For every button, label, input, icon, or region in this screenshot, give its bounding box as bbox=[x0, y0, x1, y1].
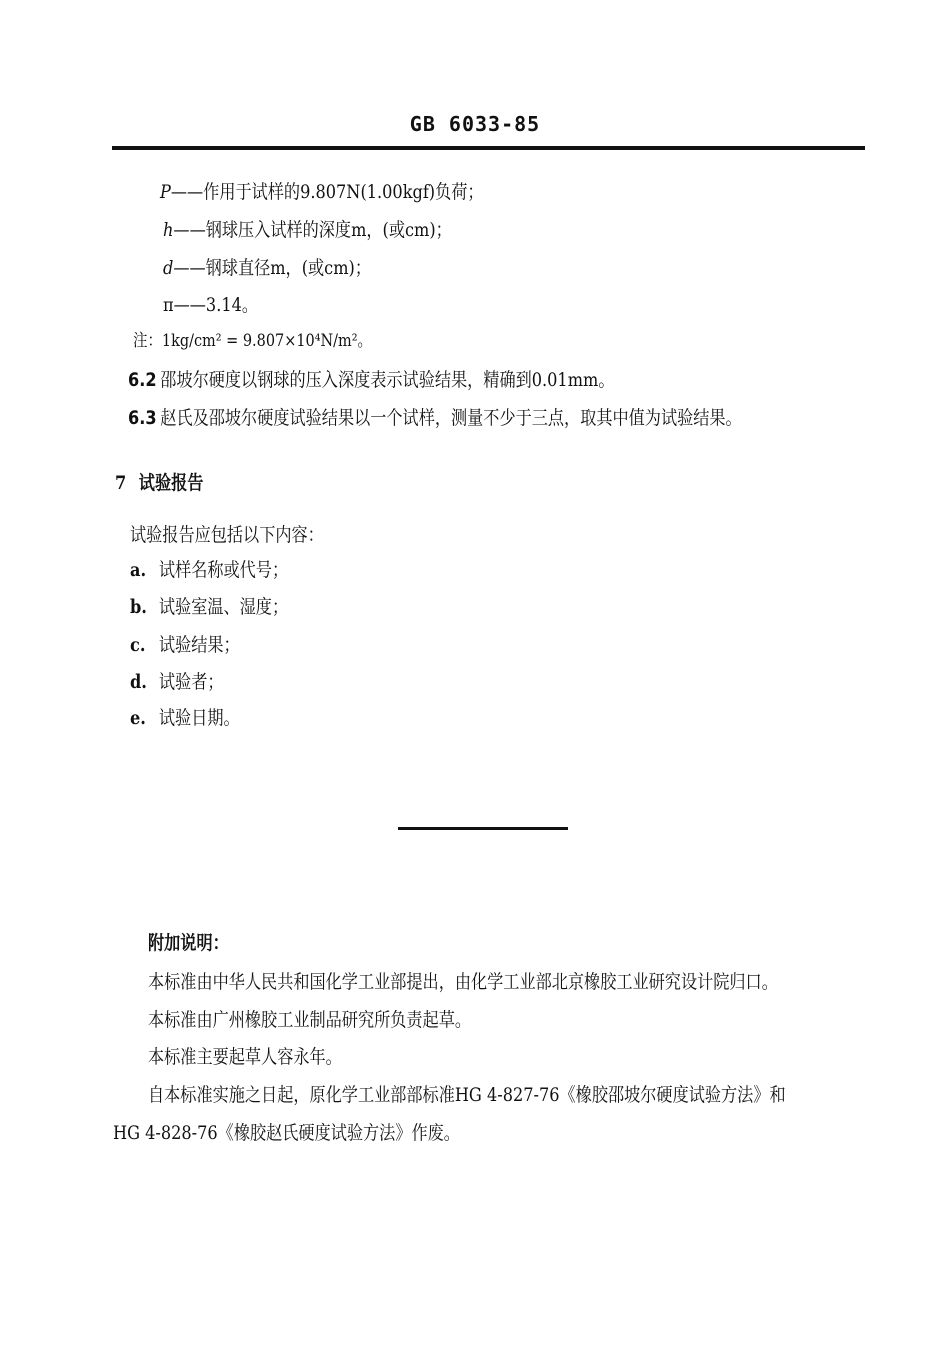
appendix-line: 本标准由广州橡胶工业制品研究所负责起草。 bbox=[148, 1009, 472, 1031]
list-item: b. 试验室温、湿度； bbox=[130, 596, 289, 618]
clause-6-2: 6.2 邵坡尔硬度以钢球的压入深度表示试验结果，精确到0.01mm。 bbox=[128, 369, 615, 391]
header-rule bbox=[112, 146, 865, 150]
symbol-definition: h——钢球压入试样的深度m，(或cm)； bbox=[163, 219, 452, 241]
appendix-title: 附加说明： bbox=[148, 932, 229, 954]
appendix-line: 本标准由中华人民共和国化学工业部提出，由化学工业部北京橡胶工业研究设计院归口。 bbox=[148, 971, 778, 993]
symbol-definition: d——钢球直径m，(或cm)； bbox=[163, 257, 371, 279]
appendix-line: HG 4-828-76《橡胶赵氏硬度试验方法》作废。 bbox=[113, 1122, 460, 1144]
clause-6-3: 6.3 赵氏及邵坡尔硬度试验结果以一个试样，测量不少于三点，取其中值为试验结果。 bbox=[128, 407, 742, 429]
section-7-intro: 试验报告应包括以下内容： bbox=[130, 524, 324, 546]
section-7-heading: 7 试验报告 bbox=[115, 472, 204, 494]
list-item: e. 试验日期。 bbox=[130, 707, 240, 729]
list-item: d. 试验者； bbox=[130, 671, 224, 693]
standard-code-header: GB 6033-85 bbox=[409, 112, 541, 136]
note: 注：1kg/cm² = 9.807×10⁴N/m²。 bbox=[133, 331, 372, 351]
list-item: a. 试样名称或代号； bbox=[130, 559, 289, 581]
symbol-definition: π——3.14。 bbox=[163, 294, 259, 316]
list-item: c. 试验结果； bbox=[130, 634, 240, 656]
appendix-line: 本标准主要起草人容永年。 bbox=[148, 1046, 342, 1068]
appendix-line: 自本标准实施之日起，原化学工业部部标准HG 4-827-76《橡胶邵坡尔硬度试验方法》和 bbox=[148, 1084, 786, 1106]
end-rule bbox=[398, 827, 568, 830]
symbol-definition: P——作用于试样的9.807N(1.00kgf)负荷； bbox=[160, 181, 484, 203]
